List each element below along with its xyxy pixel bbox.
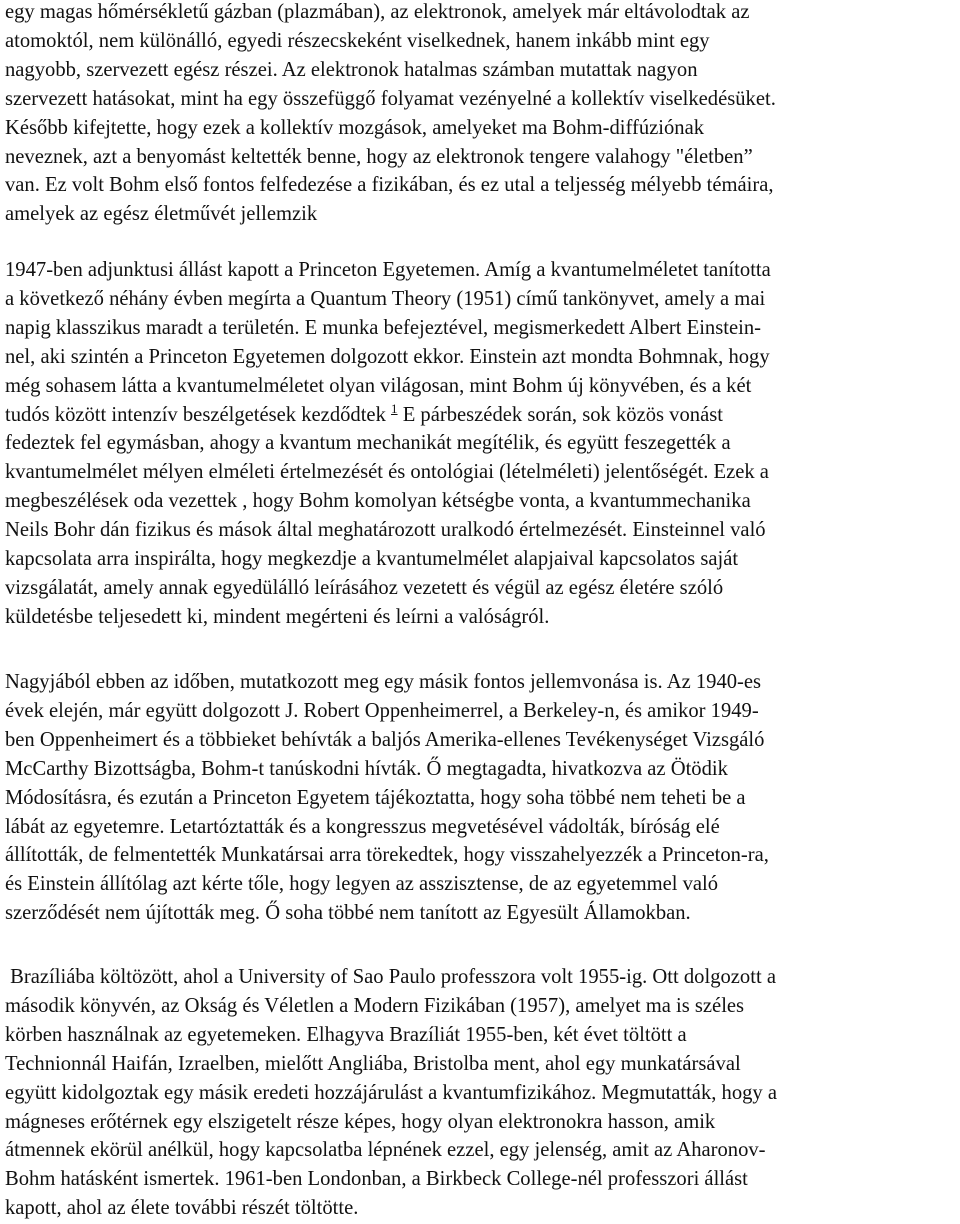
text-line: kapott, ahol az élete további részét töltötte.	[5, 1197, 359, 1220]
text-line: mágneses erőtérnek egy elszigetelt része képes, hogy olyan elektronokra hasson, amik	[5, 1110, 716, 1133]
text-line: szerződését nem újították meg. Ő soha többé nem tanított az Egyesült Államokban.	[5, 902, 691, 925]
paragraph-princeton	[5, 256, 956, 632]
text-segment: tudós között intenzív beszélgetések kezdődtek	[5, 403, 386, 426]
text-line: Brazíliába költözött, ahol a University of Sao Paulo professzora volt 1955-ig. Ott dolgozott a	[5, 966, 776, 988]
text-line: második könyvén, az Okság és Véletlen a Modern Fizikában (1957), amelyet ma is széles	[5, 994, 745, 1017]
text-line: amelyek az egész életművét jellemzik	[5, 203, 318, 226]
text-line: kapcsolata arra inspirálta, hogy megkezdje a kvantumelmélet alapjaival kapcsolatos saját	[5, 548, 739, 571]
text-line	[5, 401, 956, 430]
text-segment: E párbeszédek során, sok közös vonást	[402, 403, 723, 426]
text-line: nagyobb, szervezett egész részei. Az elektronok hatalmas számban mutattak nagyon	[5, 58, 698, 81]
text-line: napig klasszikus maradt a területén. E munka befejeztével, megismerkedett Albert Einstein-	[5, 316, 761, 339]
text-line: van. Ez volt Bohm első fontos felfedezése a fizikában, és ez utal a teljesség mélyebb témáira,	[5, 174, 774, 197]
text-line: Bohm hatásként ismertek. 1961-ben Londonban, a Birkbeck College-nél professzori állást	[5, 1168, 748, 1191]
text-line: nel, aki szintén a Princeton Egyetemen dolgozott ekkor. Einstein azt mondta Bohmnak, hogy	[5, 345, 770, 368]
text-line: együtt kidolgoztak egy másik eredeti hozzájárulást a kvantumfizikához. Megmutatták, hogy a	[5, 1081, 778, 1104]
text-line: a következő néhány évben megírta a Quantum Theory (1951) című tankönyvet, amely a mai	[5, 287, 766, 310]
text-line: neveznek, azt a benyomást keltették benne, hogy az elektronok tengere valahogy "életben”	[5, 145, 753, 168]
text-line: Technionnál Haifán, Izraelben, mielőtt Angliába, Bristolba ment, ahol egy munkatársával	[5, 1052, 741, 1075]
text-line: fedeztek fel egymásban, ahogy a kvantum mechanikát megítélik, és együtt feszegették a	[5, 432, 731, 455]
text-line: és Einstein állítólag azt kérte tőle, hogy legyen az asszisztense, de az egyetemmel való	[5, 873, 719, 896]
text-line: még sohasem látta a kvantumelméletet olyan világosan, mint Bohm új könyvében, és a két	[5, 374, 752, 397]
text-line: Később kifejtette, hogy ezek a kollektív mozgások, amelyeket ma Bohm-diffúziónak	[5, 116, 705, 139]
text-line: Módosításra, és ezután a Princeton Egyetem tájékoztatta, hogy soha többé nem teheti be a	[5, 786, 746, 809]
text-line: átmennek ekörül anélkül, hogy kapcsolatba lépnének ezzel, egy jelenség, amit az Aharonov-	[5, 1139, 766, 1162]
text-line: kvantumelmélet mélyen elméleti értelmezését és ontológiai (lételméleti) jelentőségét. Ezek a	[5, 461, 769, 484]
text-line: szervezett hatásokat, mint ha egy összefüggő folyamat vezényelné a kollektív viselkedésüket.	[5, 87, 776, 110]
text-line: megbeszélések oda vezettek , hogy Bohm komolyan kétségbe vonta, a kvantummechanika	[5, 490, 751, 513]
text-line: egy magas hőmérsékletű gázban (plazmában), az elektronok, amelyek már eltávolodtak az	[5, 1, 750, 23]
text-line: atomoktól, nem különálló, egyedi részecskeként viselkednek, hanem inkább mint egy	[5, 29, 710, 52]
text-line: évek elején, már együtt dolgozott J. Robert Oppenheimerrel, a Berkeley-n, és amikor 1949-	[5, 699, 759, 722]
paragraph-oppenheimer	[5, 668, 956, 928]
text-line: 1947-ben adjunktusi állást kapott a Princeton Egyetemen. Amíg a kvantumelméletet tanította	[5, 259, 771, 281]
paragraph-brazil	[5, 963, 956, 1223]
text-line: ben Oppenheimert és a többieket behívták a baljós Amerika-ellenes Tevékenységet Vizsgáló	[5, 728, 765, 751]
paragraph-plasma	[5, 0, 956, 229]
text-line: McCarthy Bizottságba, Bohm-t tanúskodni hívták. Ő megtagadta, hivatkozva az Ötödik	[5, 757, 728, 780]
text-line: Nagyjából ebben az időben, mutatkozott meg egy másik fontos jellemvonása is. Az 1940-es	[5, 671, 762, 693]
text-line: állították, de felmentették Munkatársai arra törekedtek, hogy visszahelyezzék a Princeton-ra,	[5, 844, 769, 867]
footnote-link[interactable]: 1	[391, 400, 398, 416]
text-line: Neils Bohr dán fizikus és mások által meghatározott uralkodó értelmezését. Einsteinnel való	[5, 519, 766, 542]
text-line: vizsgálatát, amely annak egyedülálló leírásához vezetett és végül az egész életére szóló	[5, 576, 724, 599]
text-line: küldetésbe teljesedett ki, mindent megérteni és leírni a valóságról.	[5, 605, 550, 628]
text-line: lábát az egyetemre. Letartóztatták és a kongresszus megvetésével vádolták, bíróság elé	[5, 815, 720, 838]
text-line: körben használnak az egyetemeken. Elhagyva Brazíliát 1955-ben, két évet töltött a	[5, 1023, 687, 1046]
